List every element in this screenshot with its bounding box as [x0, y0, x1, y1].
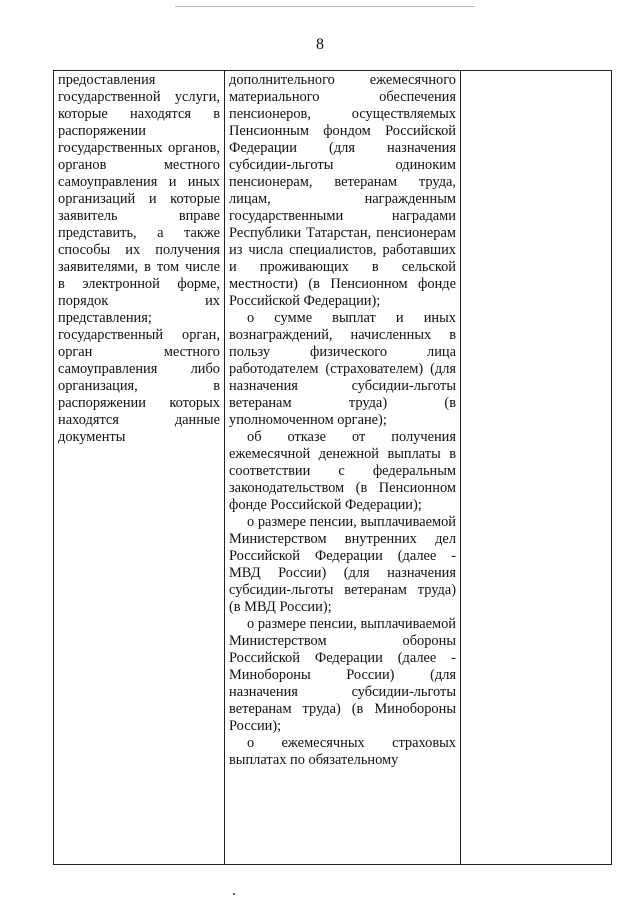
page-number: 8	[316, 36, 324, 53]
table-cell-left	[54, 71, 225, 865]
top-rule	[175, 6, 475, 7]
footer-dot	[233, 893, 235, 895]
table-row	[54, 71, 612, 865]
middle-paragraph-2: о сумме выплат и иных вознаграждений, начисленных в пользу физического лица работодателем (страхователем) (для назначения субсидии-льготы ветеранам труда) (в уполномоченном органе);	[229, 310, 456, 428]
table-cell-middle	[225, 71, 461, 865]
table-cell-right	[461, 71, 612, 865]
middle-paragraph-1: дополнительного ежемесячного материального обеспечения пенсионеров, осуществляемых Пенсионным фондом Российской Федерации (для назначения субсидии-льготы одиноким пенсионерам, ветеранам труда, лицам, награжденным государственными наградами Республики Татарстан, пенсионерам из числа специалистов, работавших и проживающих в сельской местности) (в Пенсионном фонде Российской Федерации);	[229, 72, 456, 309]
middle-paragraph-6: о ежемесячных страховых выплатах по обязательному	[229, 735, 456, 768]
middle-paragraph-4: о размере пенсии, выплачиваемой Министерством внутренних дел Российской Федерации (далее - МВД России) (для назначения субсидии-льготы ветеранам труда) (в МВД России);	[229, 514, 456, 615]
left-cell-text: предоставления государственной услуги, которые находятся в распоряжении государственных органов, органов местного самоуправления и иных организаций и которые заявитель вправе представить, а также способы их получения заявителями, в том числе в электронной форме, порядок их представления; государственный орган, орган местного самоуправления либо организация, в распоряжении которых находятся данные документы	[58, 72, 220, 445]
document-table	[53, 70, 612, 865]
middle-paragraph-3: об отказе от получения ежемесячной денежной выплаты в соответствии с федеральным законодательством (в Пенсионном фонде Российской Федерации);	[229, 429, 456, 513]
middle-paragraph-5: о размере пенсии, выплачиваемой Министерством обороны Российской Федерации (далее - Минобороны России) (для назначения субсидии-льготы ветеранам труда) (в Минобороны России);	[229, 616, 456, 734]
